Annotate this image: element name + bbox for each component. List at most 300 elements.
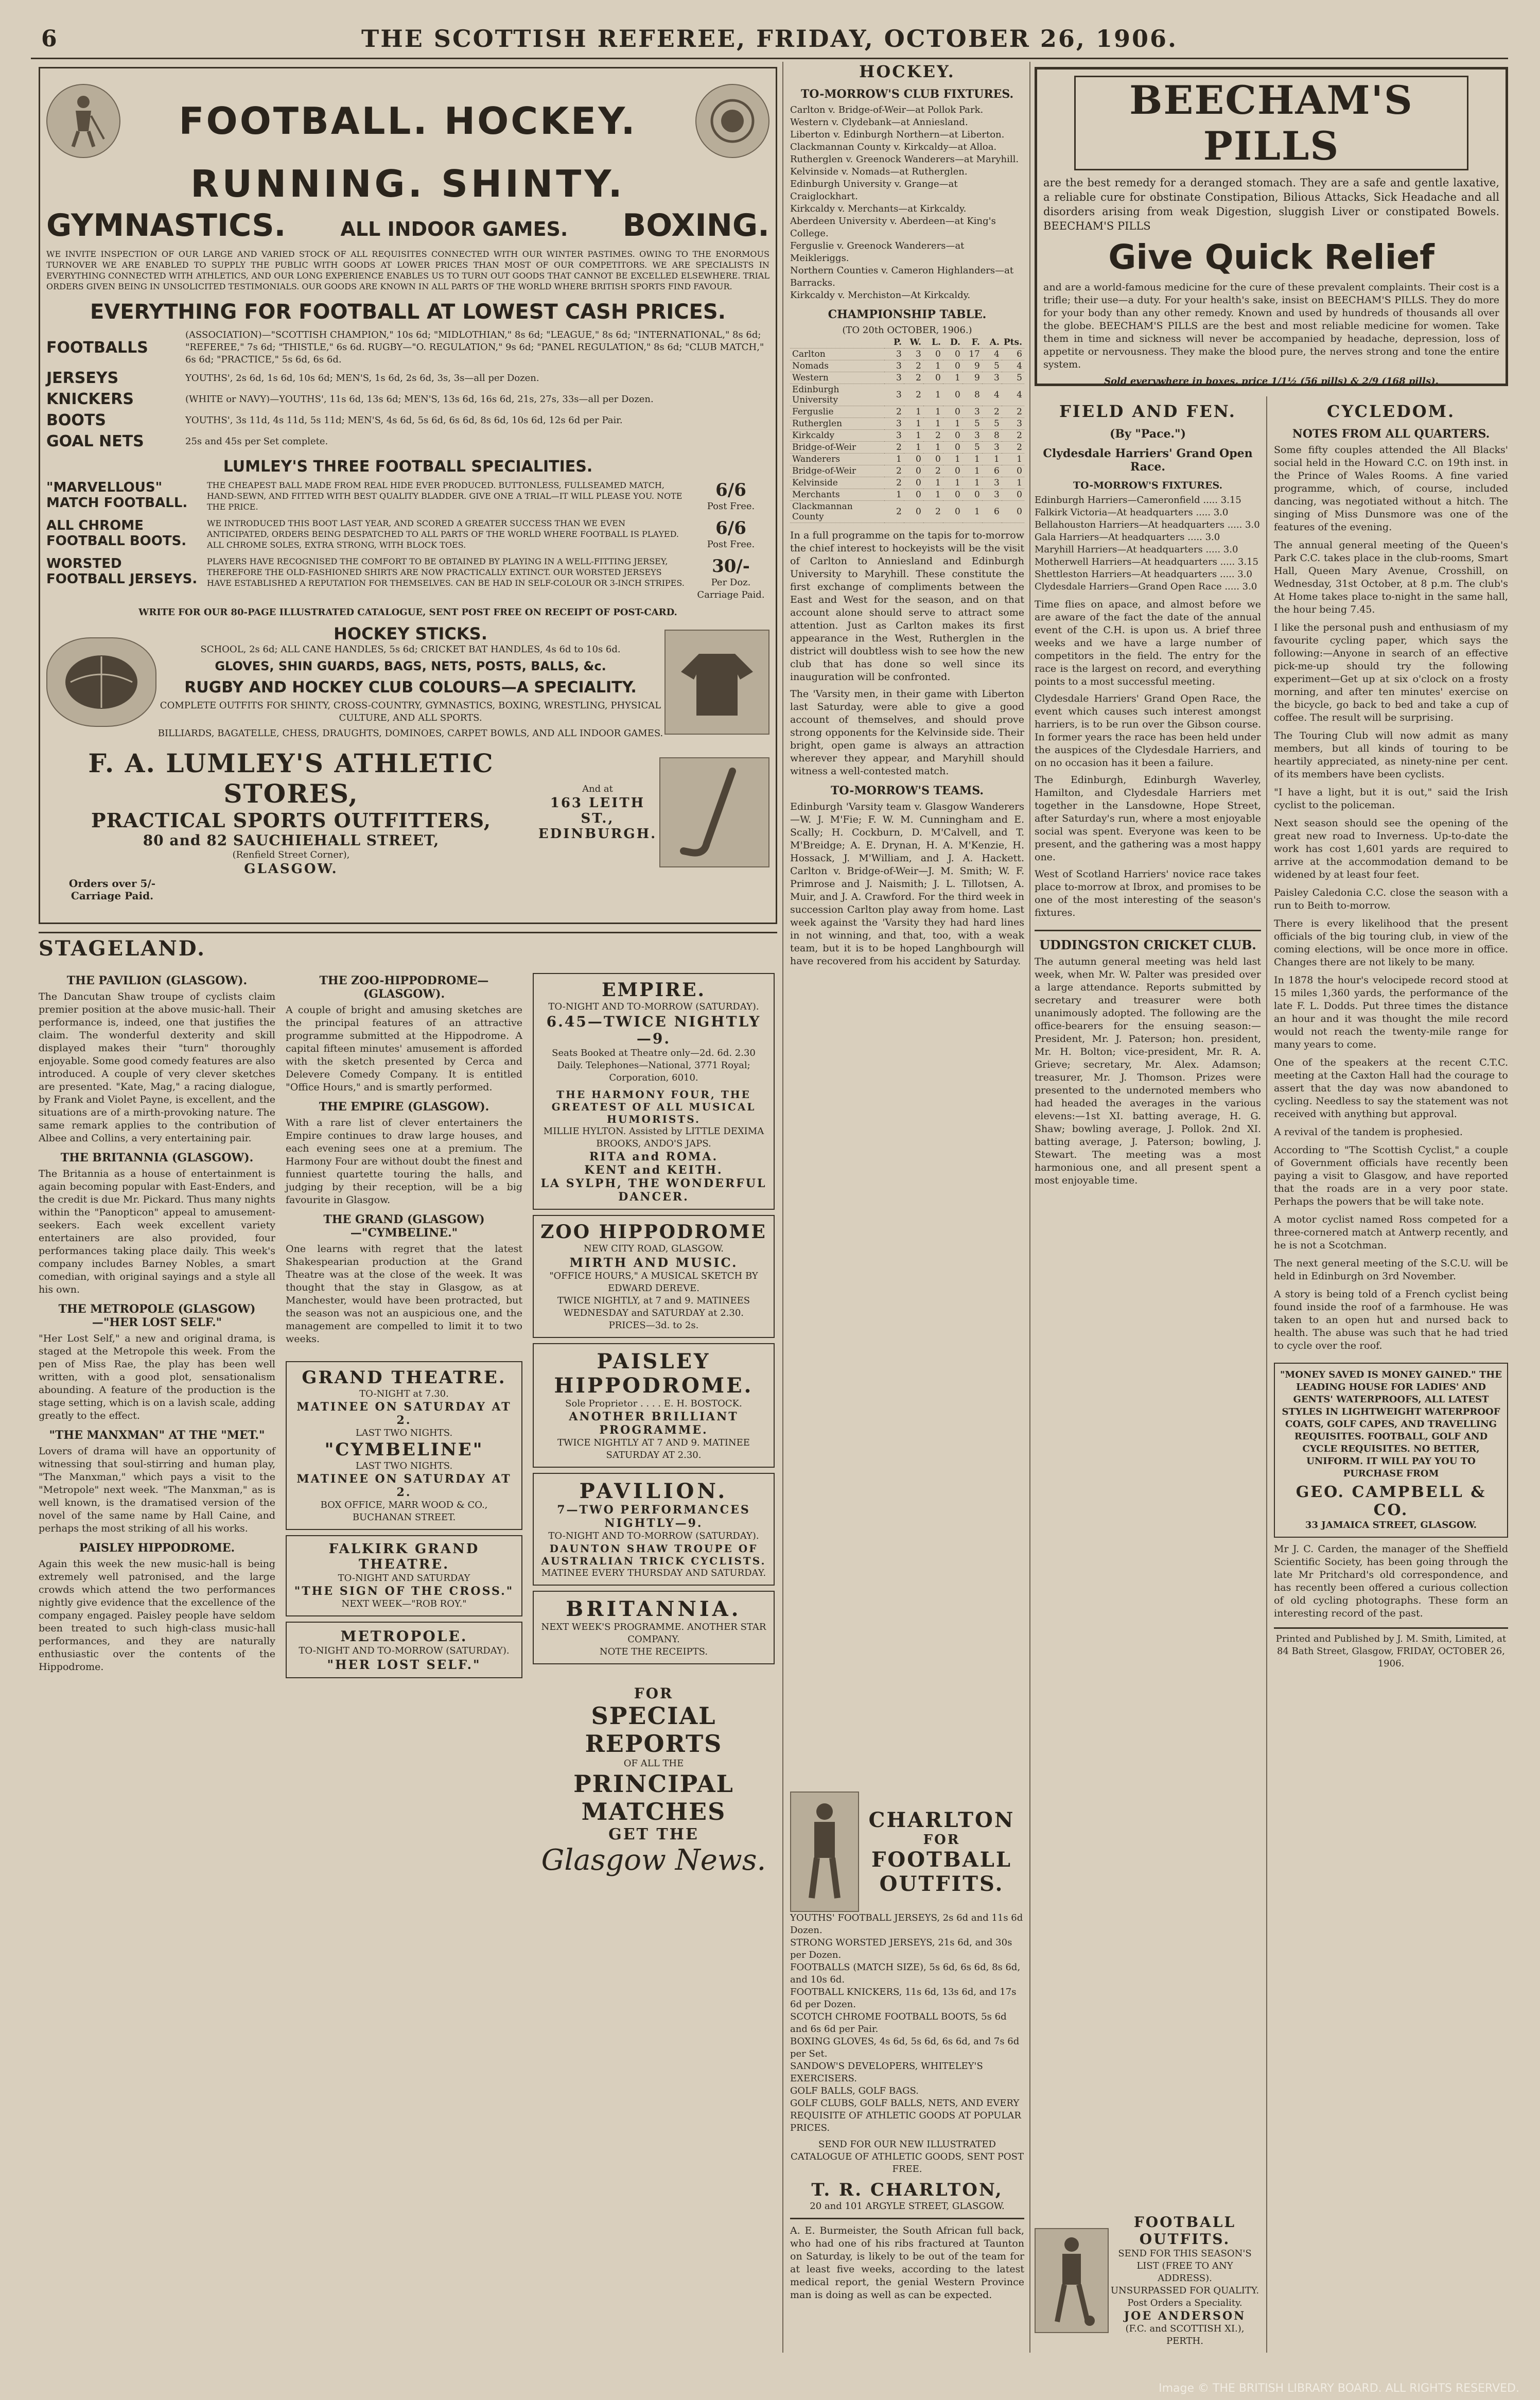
charlton-catalogue: SEND FOR OUR NEW ILLUSTRATED CATALOGUE OF ATHLETIC GOODS, SENT POST FREE. <box>791 2139 1024 2175</box>
section-rule <box>1274 1627 1508 1629</box>
grand-theatre-line-4: "CYMBELINE" <box>324 1439 484 1460</box>
list-item: Bellahouston Harriers—At headquarters ..... 3.0 <box>1035 519 1260 530</box>
cycledom-para-12: According to "The Scottish Cyclist," a couple of Government officials have recently been paying a visit to Glasgow, and have reported that the roads are in a very poor state. Perhaps the powers that be will take note. <box>1274 1144 1508 1207</box>
charlton-line-2: FOOTBALL <box>871 1847 1012 1872</box>
table-cell: Bridge-of-Weir <box>790 465 884 477</box>
charlton-title: CHARLTON <box>868 1807 1015 1832</box>
stageland-manxman-body: Lovers of drama will have an opportunity of witnessing that soul-stirring and human play, "The Manxman," which pays a visit to the "Metropole" next week. "The Manxman," as is well known, is the dramatised version of the novel of the same name by Hall Caine, and perhaps the most striking of all his works. <box>39 1446 275 1534</box>
table-cell: 0 <box>904 454 923 465</box>
table-cell: 1 <box>923 418 943 430</box>
campbell-name: GEO. CAMPBELL & CO. <box>1296 1483 1486 1519</box>
table-cell: Wanderers <box>790 454 884 465</box>
table-cell: 3 <box>1002 418 1024 430</box>
table-cell: 1 <box>1002 454 1024 465</box>
table-cell: 1 <box>904 418 923 430</box>
falkirk-theatre-title: FALKIRK GRAND THEATRE. <box>328 1541 480 1572</box>
stageland-section <box>39 932 777 961</box>
campbell-text: "MONEY SAVED IS MONEY GAINED." THE LEADING HOUSE FOR LADIES' AND GENTS' WATERPROOFS, ALL LATEST STYLES IN LIGHTWEIGHT WATERPROOF COATS, GOLF CAPES, AND TRAVELLING REQUISITES. FOOTBALL, GOLF AND CYCLE REQUISITES. NO BETTER, UNIFORM. IT WILL PAY YOU TO PURCHASE FROM <box>1280 1369 1502 1479</box>
price-text-jerseys: YOUTHS', 2s 6d, 1s 6d, 10s 6d; MEN'S, 1s 6d, 2s 6d, 3s, 3s—all per Dozen. <box>185 372 539 384</box>
cycledom-para-13: A motor cyclist named Ross competed for a three-cornered match at Antwerp recently, and he is not a Scotchman. <box>1274 1214 1508 1251</box>
table-cell: 2 <box>884 477 904 489</box>
table-cell: 0 <box>943 384 962 406</box>
stageland-pavilion-heading: THE PAVILION (GLASGOW). <box>66 974 248 987</box>
pavilion-line-2: TO-NIGHT AND TO-MORROW (SATURDAY). <box>548 1531 759 1541</box>
table-cell: 2 <box>884 406 904 418</box>
anderson-address: (F.C. and SCOTTISH XI.), PERTH. <box>1125 2323 1245 2346</box>
beechams-slogan: Give Quick Relief <box>1108 237 1434 277</box>
glasgow-news-line-3: OF ALL THE <box>623 1758 684 1769</box>
hockey-fixtures-heading: TO-MORROW'S CLUB FIXTURES. <box>800 88 1014 101</box>
zoo-hippodrome-line-2: MIRTH AND MUSIC. <box>569 1255 738 1270</box>
table-cell: 3 <box>884 372 904 384</box>
table-header-cell: A. <box>982 337 1002 349</box>
price-label-knickers: KNICKERS <box>46 390 134 408</box>
stageland-britannia-body: The Britannia as a house of entertainment is again becoming popular with East-Enders, and the credit is due Mr. Pickard. Thus many nights within the "Panopticon" appeal to amusement-seekers. Each week excellent variety entertainers are also provided, four performances taking place daily. This week's company includes Barney Nobles, a smart comedian, with original sayings and a style all his own. <box>39 1168 275 1295</box>
lumley-stores-name: F. A. LUMLEY'S ATHLETIC STORES, <box>88 748 494 809</box>
table-header-cell: L. <box>923 337 943 349</box>
table-cell: 0 <box>943 465 962 477</box>
table-cell: 1 <box>923 360 943 372</box>
metropole-title: METROPOLE. <box>340 1628 468 1645</box>
cycledom-para-8: There is every likelihood that the present officials of the big touring club, in view of the coming elections, will be once more in office. Changes there are not likely to be many. <box>1274 918 1508 968</box>
table-cell: 0 <box>962 489 982 501</box>
speciality-3-price: 30/- <box>712 556 750 577</box>
championship-table <box>790 337 1024 523</box>
metropole-line-1: TO-NIGHT AND TO-MORROW (SATURDAY). <box>299 1645 510 1656</box>
table-cell: 4 <box>1002 384 1024 406</box>
list-item: SANDOW'S DEVELOPERS, WHITELEY'S EXERCISERS. <box>790 2061 983 2084</box>
lumley-address-3: GLASGOW. <box>244 861 338 877</box>
column-divider <box>782 62 783 2353</box>
zoo-hippodrome-advert <box>533 1215 775 1338</box>
cycledom-para-15: A story is being told of a French cyclist being found inside the roof of a farmhouse. He was taken to an open hut and nursed back to health. The abuse was such that he had tried to cycle over the roof. <box>1274 1289 1508 1351</box>
lumley-branch-intro: And at <box>582 784 613 794</box>
hockey-section <box>790 62 1024 968</box>
table-cell: 2 <box>982 406 1002 418</box>
list-item: Carlton v. Bridge-of-Weir—at Pollok Park. <box>790 105 984 115</box>
falkirk-theatre-line-1: TO-NIGHT AND SATURDAY <box>338 1573 470 1584</box>
lumley-branch-city: EDINBURGH. <box>538 826 657 842</box>
stageland-metropole-heading: THE METROPOLE (GLASGOW)—"HER LOST SELF." <box>58 1302 256 1329</box>
table-cell: 4 <box>982 384 1002 406</box>
cycledom-para-1: Some fifty couples attended the All Blacks' social held in the Howard C.C. on 19th inst. in the Prince of Wales Rooms. A fine varied programme, which, of course, included dancing, was negotiated without a hitch. The singing of Miss Dunsmore was one of the features of the evening. <box>1274 444 1508 533</box>
table-row <box>790 360 1024 372</box>
table-cell: 3 <box>884 384 904 406</box>
hockey-sticks-prices: SCHOOL, 2s 6d; ALL CANE HANDLES, 5s 6d; CRICKET BAT HANDLES, 4s 6d to 10s 6d. <box>200 644 621 655</box>
cycledom-para-9: In 1878 the hour's velocipede record stood at 15 miles 1,360 yards, the performance of the late F. L. Dodds. Put three times the distance an hour and it was thought the mile record would not reach the twenty-mile range for many years to come. <box>1274 975 1508 1050</box>
table-header-cell: Pts. <box>1002 337 1024 349</box>
list-item: Edinburgh University v. Grange—at Craiglockhart. <box>790 179 958 202</box>
hockey-player-illustration-icon <box>46 84 120 158</box>
list-item: Kirkcaldy v. Merchiston—At Kirkcaldy. <box>790 290 971 301</box>
anderson-line-2: OUTFITS. <box>1139 2231 1231 2248</box>
hockey-teams-heading: TO-MORROW'S TEAMS. <box>830 784 984 797</box>
list-item: BOXING GLOVES, 4s 6d, 5s 6d, 6s 6d, and 7s 6d per Set. <box>790 2036 1020 2059</box>
beechams-body-2: and are a world-famous medicine for the cure of these prevalent complaints. Their cost is a trifle; their use—a duty. For your health's sake, insist on BEECHAM'S PILLS. They do more for your body than any other remedy. Known and used by hundreds of thousands all over the globe. BEECHAM'S PILLS are the best and most reliable medicine for women. Take them in time and sickness will never be accompanied by headache, depression, loss of appetite or nervousness. They make the blood pure, the nerves strong and tone the entire system. <box>1043 282 1499 370</box>
grand-theatre-line-2: MATINEE ON SATURDAY AT 2. <box>296 1400 512 1427</box>
table-cell: 5 <box>982 360 1002 372</box>
table-cell: 5 <box>962 442 982 454</box>
paisley-hippodrome-line-1: Sole Proprietor . . . . E. H. BOSTOCK. <box>565 1398 742 1409</box>
speciality-1-note: Post Free. <box>707 501 755 512</box>
metropole-advert <box>286 1622 522 1678</box>
glasgow-news-line-4: PRINCIPAL MATCHES <box>573 1770 734 1825</box>
list-item: FOOTBALL KNICKERS, 11s 6d, 13s 6d, and 17s 6d per Dozen. <box>790 1987 1017 2010</box>
table-row <box>790 465 1024 477</box>
table-cell: 4 <box>1002 360 1024 372</box>
cycledom-para-11: A revival of the tandem is prophesied. <box>1274 1126 1463 1138</box>
table-row <box>790 372 1024 384</box>
list-item: STRONG WORSTED JERSEYS, 21s 6d, and 30s per Dozen. <box>790 1937 1012 1960</box>
table-cell: 1 <box>884 454 904 465</box>
empire-title: EMPIRE. <box>601 979 706 1001</box>
table-cell: 1 <box>943 418 962 430</box>
table-header-cell: P. <box>884 337 904 349</box>
speciality-1-price: 6/6 <box>715 480 746 500</box>
list-item: YOUTHS' FOOTBALL JERSEYS, 2s 6d and 11s 6d Dozen. <box>790 1912 1023 1936</box>
table-cell: 2 <box>923 430 943 442</box>
lumley-everything-heading: EVERYTHING FOR FOOTBALL AT LOWEST CASH PRICES. <box>90 300 726 324</box>
lumley-advert <box>39 67 777 924</box>
stageland-manxman-heading: "THE MANXMAN" AT THE "MET." <box>49 1429 265 1442</box>
table-cell: 3 <box>884 430 904 442</box>
table-cell: 2 <box>904 360 923 372</box>
table-header-cell <box>790 337 884 349</box>
grand-theatre-line-5: LAST TWO NIGHTS. <box>355 1460 453 1471</box>
cycledom-para-4: The Touring Club will now admit as many members, but all kinds of touring to be heartily appreciated, as ninety-nine per cent. of its members have been cyclists. <box>1274 730 1508 780</box>
table-cell: Bridge-of-Weir <box>790 442 884 454</box>
stageland-zoo-heading: THE ZOO-HIPPODROME—(GLASGOW). <box>319 974 489 1001</box>
stageland-britannia-heading: THE BRITANNIA (GLASGOW). <box>60 1151 254 1164</box>
table-cell: 2 <box>884 442 904 454</box>
field-and-fen-body-1: Time flies on apace, and almost before we are aware of the fact the date of the annual event of the C.H. is upon us. A brief three weeks and we have a large number of competitors in the field. The entry for the race is the largest on record, and everything points to a most successful meeting. <box>1035 599 1261 687</box>
pavilion-line-4: MATINEE EVERY THURSDAY AND SATURDAY. <box>541 1568 766 1578</box>
beechams-body-1: are the best remedy for a deranged stomach. They are a safe and gentle laxative, a reliable cure for obstinate Constipation, Bilious Attacks, Sick Headache and all disorders arising from weak Digestion, sluggish Liver or constipated Bowels. BEECHAM'S PILLS <box>1043 177 1499 232</box>
falkirk-theatre-line-2: "THE SIGN OF THE CROSS." <box>294 1585 514 1598</box>
table-cell: 1 <box>962 477 982 489</box>
anderson-line-4: UNSURPASSED FOR QUALITY. <box>1110 2285 1259 2296</box>
metropole-line-2: "HER LOST SELF." <box>327 1657 481 1672</box>
table-cell: 0 <box>943 430 962 442</box>
table-row <box>790 489 1024 501</box>
cycledom-para-5: "I have a light, but it is out," said the Irish cyclist to the policeman. <box>1274 787 1508 811</box>
britannia-advert <box>533 1591 775 1664</box>
grand-theatre-title: GRAND THEATRE. <box>302 1367 506 1388</box>
field-and-fen-fixtures-list <box>1035 494 1261 593</box>
pavilion-title: PAVILION. <box>579 1479 728 1503</box>
speciality-3-name: WORSTED FOOTBALL JERSEYS. <box>46 556 198 587</box>
speciality-2-name: ALL CHROME FOOTBALL BOOTS. <box>46 518 187 549</box>
table-cell: 1 <box>1002 477 1024 489</box>
table-cell: 0 <box>943 349 962 360</box>
lumley-address-2: (Renfield Street Corner), <box>232 849 350 860</box>
table-cell: 6 <box>982 501 1002 523</box>
table-cell: 0 <box>923 372 943 384</box>
table-cell: 2 <box>923 465 943 477</box>
table-cell: 0 <box>943 406 962 418</box>
price-label-boots: BOOTS <box>46 411 106 429</box>
zoo-hippodrome-line-4: TWICE NIGHTLY, at 7 and 9. MATINEES WEDNESDAY and SATURDAY at 2.30. <box>557 1295 750 1318</box>
lumley-outfitters: PRACTICAL SPORTS OUTFITTERS, <box>91 809 491 832</box>
zoo-hippodrome-line-5: PRICES—3d. to 2s. <box>608 1320 699 1331</box>
table-row <box>790 406 1024 418</box>
table-cell: 1 <box>904 406 923 418</box>
cycledom-para-16: Mr J. C. Carden, the manager of the Sheffield Scientific Society, has been going through the late Mr Pritchard's old correspondence, and has recently been offered a curious collection of old cycling photographs. These form an interesting record of the past. <box>1274 1543 1508 1619</box>
cycledom-para-6: Next season should see the opening of the great new road to Inverness. Up-to-date the work has cost 1,601 yards are required to arrive at the accommodation demand to be widened by at least four feet. <box>1274 818 1508 880</box>
charlton-line-1: FOR <box>923 1832 960 1848</box>
hockey-stick-illustration-icon <box>659 757 769 867</box>
table-cell: 3 <box>884 418 904 430</box>
table-cell: Kirkcaldy <box>790 430 884 442</box>
empire-line-6: RITA and ROMA. <box>589 1150 719 1163</box>
empire-line-7: KENT and KEITH. <box>584 1163 723 1177</box>
anderson-line-1: FOOTBALL <box>1133 2214 1236 2231</box>
field-and-fen-body-4: West of Scotland Harriers' novice race takes place to-morrow at Ibrox, and promises to be one of the most interesting of the season's fixtures. <box>1035 868 1261 918</box>
lumley-branch-street: 163 LEITH ST., <box>550 795 645 826</box>
anderson-line-5: Post Orders a Speciality. <box>1127 2298 1242 2308</box>
lumley-specialities-heading: LUMLEY'S THREE FOOTBALL SPECIALITIES. <box>223 458 593 476</box>
hockey-sticks-heading: HOCKEY STICKS. <box>334 624 487 644</box>
stageland-pavilion-body: The Dancutan Shaw troupe of cyclists claim premier position at the above music-hall. Their performance is, indeed, one that justifies the claim. The wonderful dexterity and skill displayed makes their "turn" thoroughly enjoyable. Some good comedy features are also introduced. A couple of very clever sketches are presented. "Kate, Mag," a racing dialogue, by Frank and Violet Payne, is excellent, and the situations are of a mirth-provoking nature. The same remark applies to the contribution of Albee and Collins, a very entertaining pair. <box>39 991 275 1144</box>
table-cell: 0 <box>904 465 923 477</box>
table-cell: 9 <box>962 360 982 372</box>
paisley-hippodrome-advert <box>533 1343 775 1468</box>
beechams-title: BEECHAM'S PILLS <box>1074 76 1468 170</box>
list-item: Kirkcaldy v. Merchants—at Kirkcaldy. <box>790 203 967 214</box>
hockey-fixtures-list <box>790 104 1024 302</box>
table-cell: Rutherglen <box>790 418 884 430</box>
table-cell: 3 <box>962 430 982 442</box>
glasgow-news-line-6: Glasgow News. <box>541 1844 766 1877</box>
table-cell: 3 <box>982 489 1002 501</box>
section-rule <box>1035 930 1261 931</box>
table-cell: 1 <box>982 454 1002 465</box>
imprint: Printed and Published by J. M. Smith, Limited, at 84 Bath Street, Glasgow, FRIDAY, OCTOBER 26, 1906. <box>1275 1633 1507 1669</box>
stageland-paisley-body: Again this week the new music-hall is being extremely well patronised, and the large crowds which attend the two performances nightly give evidence that the excellence of the company engaged. Paisley people have seldom been treated to such high-class music-hall performances, and they are naturally enthusiastic over the contents of the Hippodrome. <box>39 1558 275 1673</box>
table-cell: 1 <box>923 406 943 418</box>
table-cell: Western <box>790 372 884 384</box>
table-cell: 0 <box>923 454 943 465</box>
charlton-name: T. R. CHARLTON, <box>811 2180 1003 2200</box>
stageland-metropole-body: "Her Lost Self," a new and original drama, is staged at the Metropole this week. From the pen of Miss Rae, the play has been well written, with a good plot, sensationalism abounding. A feature of the production is the stage setting, which is on a lavish scale, adding greatly to the effect. <box>39 1333 275 1421</box>
stageland-title: STAGELAND. <box>39 936 206 961</box>
table-cell: 9 <box>962 372 982 384</box>
masthead-rule <box>31 58 1508 59</box>
football-illustration-icon <box>46 637 156 727</box>
hockey-body-2: The 'Varsity men, in their game with Liberton last Saturday, were able to give a good account of themselves, and should prove strong opponents for the Kelvinside side. Their bright, open game is always an attraction wherever they appear, and Maryhill should witness a well-contested match. <box>790 688 1024 777</box>
section-rule <box>39 932 777 933</box>
speciality-1-text: THE CHEAPEST BALL MADE FROM REAL HIDE EVER PRODUCED. BUTTONLESS, FULLSEAMED MATCH, HAND-SEWN, AND FITTED WITH BEST QUALITY BLADDER. GIVE ONE A TRIAL—IT WILL PLEASE YOU. NOTE THE PRICE. <box>207 480 682 512</box>
charlton-price-list <box>790 1912 1024 2134</box>
table-cell: 1 <box>904 442 923 454</box>
page-title: THE SCOTTISH REFEREE, FRIDAY, OCTOBER 26, 1906. <box>361 25 1178 53</box>
hockey-teams-body: Edinburgh 'Varsity team v. Glasgow Wanderers—W. J. M'Fie; F. W. M. Cunningham and E. Scally; H. Cockburn, D. M'Calvell, and T. M'Breidge; A. E. Drynan, H. A. M'Kenzie, H. Hossack, J. M'William, and J. A. Hackett. Carlton v. Bridge-of-Weir—J. M. Smith; W. F. Primrose and J. Naismith; J. L. Tillotsen, A. Muir, and J. A. Crawford. For the third week in succession Carlton play away from home. Last week against the 'Varsity they had hard lines in not winning, and that, too, with a weak team, but it is to be hoped Langhbourgh will have recovered from his accident by Saturday. <box>790 801 1024 967</box>
grand-theatre-line-3: LAST TWO NIGHTS. <box>355 1428 453 1438</box>
list-item: Maryhill Harriers—At headquarters ..... 3.0 <box>1035 544 1238 555</box>
rugby-colours-line: RUGBY AND HOCKEY CLUB COLOURS—A SPECIALITY. <box>184 679 637 697</box>
column-divider <box>1266 396 1267 2353</box>
footballer-illustration-icon <box>790 1792 859 1912</box>
table-cell: 8 <box>982 430 1002 442</box>
falkirk-theatre-advert <box>286 1535 522 1616</box>
section-rule <box>790 2218 1024 2219</box>
list-item: Shettleston Harriers—At headquarters ..... 3.0 <box>1035 569 1252 580</box>
beechams-advert <box>1035 67 1508 386</box>
speciality-2-note: Post Free. <box>707 539 755 550</box>
lumley-invite-text: WE INVITE INSPECTION OF OUR LARGE AND VARIED STOCK OF ALL REQUISITES CONNECTED WITH OUR WINTER PASTIMES. OWING TO THE ENORMOUS TURNOVER WE ARE ENABLED TO SUPPLY THE PUBLIC WITH GOODS AT LOWER PRICES THAN MOST OF OUR COMPETITORS. WE ARE SPECIALISTS IN EVERYTHING CONNECTED WITH ATHLETICS, AND OUR LONG EXPERIENCE ENABLES US TO TURN OUT GOODS THAT CANNOT BE EXCELLED ELSEWHERE. TRIAL ORDERS GIVEN BEING IN UNSOLICITED TESTIMONIALS. OUR GOODS ARE KNOWN IN ALL PARTS OF THE WORLD WHERE BRITISH SPORTS FIND FAVOUR. <box>46 249 769 291</box>
table-cell: Kelvinside <box>790 477 884 489</box>
lumley-headline-1: FOOTBALL. HOCKEY. <box>179 99 637 143</box>
cycledom-para-10: One of the speakers at the recent C.T.C. meeting at the Caxton Hall had the courage to assert that the day was now abandoned to cycling. Needless to say the statement was not received with anything but approval. <box>1274 1057 1508 1120</box>
list-item: Falkirk Victoria—At headquarters ..... 3.0 <box>1035 507 1229 518</box>
table-cell: 2 <box>884 465 904 477</box>
table-row <box>790 430 1024 442</box>
list-item: Aberdeen University v. Aberdeen—at King's College. <box>790 216 996 239</box>
table-cell: 1 <box>923 442 943 454</box>
table-header-row <box>790 337 1024 349</box>
paisley-hippodrome-line-3: TWICE NIGHTLY AT 7 AND 9. MATINEE SATURDAY AT 2.30. <box>557 1437 750 1460</box>
football-crest-icon <box>695 84 769 158</box>
table-cell: 0 <box>1002 501 1024 523</box>
price-text-knickers: (WHITE or NAVY)—YOUTHS', 11s 6d, 13s 6d; MEN'S, 13s 6d, 16s 6d, 21s, 27s, 33s—all per Dozen. <box>185 393 654 405</box>
table-cell: Ferguslie <box>790 406 884 418</box>
speciality-2-price: 6/6 <box>715 518 746 538</box>
empire-line-4: THE HARMONY FOUR, THE GREATEST OF ALL MUSICAL HUMORISTS. <box>551 1088 756 1125</box>
outfits-line: COMPLETE OUTFITS FOR SHINTY, CROSS-COUNTRY, GYMNASTICS, BOXING, WRESTLING, PHYSICAL CULTURE, AND ALL SPORTS. <box>160 700 661 723</box>
lumley-headline-indoor: ALL INDOOR GAMES. <box>340 218 568 240</box>
list-item: FOOTBALLS (MATCH SIZE), 5s 6d, 6s 6d, 8s 6d, and 10s 6d. <box>790 1962 1021 1985</box>
burmeister-note: A. E. Burmeister, the South African full back, who had one of his ribs fractured at Taunton on Saturday, is likely to be out of the team for at least five weeks, according to the latest medical report, the genial Western Province man is doing as well as can be expected. <box>790 2225 1024 2301</box>
table-cell: 2 <box>884 501 904 523</box>
grand-theatre-advert <box>286 1361 522 1530</box>
stageland-column-1 <box>39 968 275 1674</box>
pavilion-line-3: DAUNTON SHAW TROUPE OF AUSTRALIAN TRICK CYCLISTS. <box>541 1542 766 1567</box>
table-cell: 0 <box>923 349 943 360</box>
hockey-table-heading: CHAMPIONSHIP TABLE. <box>828 308 987 321</box>
table-cell: 6 <box>1002 349 1024 360</box>
table-cell: Clackmannan County <box>790 501 884 523</box>
image-credit: Image © THE BRITISH LIBRARY BOARD. ALL RIGHTS RESERVED. <box>1159 2382 1519 2395</box>
player-illustration-icon <box>1035 2228 1109 2333</box>
charlton-line-3: OUTFITS. <box>879 1871 1004 1896</box>
charlton-address: 20 and 101 ARGYLE STREET, GLASGOW. <box>810 2201 1005 2212</box>
gloves-line: GLOVES, SHIN GUARDS, BAGS, NETS, POSTS, BALLS, &c. <box>215 659 606 673</box>
table-header-cell: D. <box>943 337 962 349</box>
table-cell: 0 <box>904 477 923 489</box>
charlton-advert <box>790 1792 1024 2302</box>
list-item: SCOTCH CHROME FOOTBALL BOOTS, 5s 6d and 6s 6d per Pair. <box>790 2011 1007 2034</box>
table-cell: 1 <box>884 489 904 501</box>
column-divider <box>1029 62 1030 2353</box>
anderson-advert <box>1035 2214 1261 2347</box>
glasgow-news-line-1: FOR <box>634 1685 674 1702</box>
lumley-carriage-note: Orders over 5/- Carriage Paid. <box>68 877 156 902</box>
paisley-hippodrome-title: PAISLEY HIPPODROME. <box>554 1349 754 1398</box>
field-and-fen-body-3: The Edinburgh, Edinburgh Waverley, Hamilton, and Clydesdale Harriers met together in the Lansdowne, Hope Street, after Saturday's run, where a most enjoyable social was spent. Everyone was keen to be present, and the gathering was a most happy one. <box>1035 774 1261 863</box>
lumley-headline-boxing: BOXING. <box>622 207 769 244</box>
speciality-1-name: "MARVELLOUS" MATCH FOOTBALL. <box>46 480 188 511</box>
table-cell: 3 <box>982 477 1002 489</box>
list-item: GOLF BALLS, GOLF BAGS. <box>790 2085 919 2096</box>
lumley-price-list <box>46 329 769 450</box>
pavilion-advert <box>533 1473 775 1586</box>
table-cell: 17 <box>962 349 982 360</box>
cycledom-subheading: NOTES FROM ALL QUARTERS. <box>1292 427 1490 441</box>
hockey-title: HOCKEY. <box>859 62 955 81</box>
stageland-empire-heading: THE EMPIRE (GLASGOW). <box>319 1100 489 1114</box>
pavilion-line-1: 7—TWO PERFORMANCES NIGHTLY—9. <box>557 1503 750 1530</box>
glasgow-news-advert <box>533 1685 775 1877</box>
empire-advert <box>533 973 775 1210</box>
field-and-fen-fixtures-heading: TO-MORROW'S FIXTURES. <box>1073 480 1223 491</box>
table-row <box>790 501 1024 523</box>
cycledom-para-3: I like the personal push and enthusiasm of my favourite cycling paper, which says the following:—Anyone in search of an effective pick-me-up should try the following experiment—Get up at six o'clock on a frosty morning, and after ten minutes' exercise on the bicycle, go back to bed and take a cup of coffee. The result will be surprising. <box>1274 622 1508 723</box>
table-cell: 2 <box>1002 442 1024 454</box>
table-cell: 1 <box>962 501 982 523</box>
table-cell: 6 <box>982 465 1002 477</box>
table-cell: 1 <box>923 489 943 501</box>
table-row <box>790 442 1024 454</box>
table-cell: 0 <box>943 489 962 501</box>
grand-theatre-line-1: TO-NIGHT at 7.30. <box>359 1388 449 1399</box>
price-label-jerseys: JERSEYS <box>46 369 119 387</box>
price-text-footballs: (ASSOCIATION)—"SCOTTISH CHAMPION," 10s 6d; "MIDLOTHIAN," 8s 6d; "LEAGUE," 8s 6d; "INTERNATIONAL," 8s 6d; "REFEREE," 7s 6d; "THISTLE," 6s 6d. RUGBY—"O. REGULATION," 9s 6d; "PANEL REGULATION," 8s 6d; "CLUB MATCH," 6s 6d; "PRACTICE," 5s 6d, 6s 6d. <box>185 329 764 365</box>
list-item: Gala Harriers—At headquarters ..... 3.0 <box>1035 532 1220 543</box>
table-cell: 1 <box>962 454 982 465</box>
table-cell: 1 <box>943 372 962 384</box>
britannia-title: BRITANNIA. <box>566 1597 742 1621</box>
table-cell: 2 <box>923 501 943 523</box>
grand-theatre-line-6: MATINEE ON SATURDAY AT 2. <box>296 1472 512 1499</box>
cycledom-title: CYCLEDOM. <box>1326 402 1456 421</box>
table-cell: 0 <box>1002 465 1024 477</box>
stageland-zoo-body: A couple of bright and amusing sketches are the principal features of an attractive programme submitted at the Hippodrome. A capital fifteen minutes' amusement is afforded with the sketch presented by Cerca and Delevere Comedy Company. It is entitled "Office Hours," and is smartly performed. <box>286 1004 522 1093</box>
beechams-footer: Sold everywhere in boxes, price 1/1½ (56 pills) & 2/9 (168 pills). <box>1104 376 1439 387</box>
hockey-body-1: In a full programme on the tapis for to-morrow the chief interest to hockeyists will be the visit of Carlton to Anniesland and Edinburgh University to Maryhill. These constitute the first exchange of compliments between the East and West for the season, and on that account alone should serve to attract some attention. Just as Carlton makes its first appearance in the West, Rutherglen in the district will doubtless wish to see how the new club that has done so well since its inauguration will be confronted. <box>790 530 1024 683</box>
table-cell: 1 <box>923 384 943 406</box>
price-text-goalnets: 25s and 45s per Set complete. <box>185 436 328 447</box>
stageland-column-2 <box>286 968 522 1683</box>
britannia-line-1: NEXT WEEK'S PROGRAMME. ANOTHER STAR COMPANY. <box>541 1622 766 1645</box>
lumley-catalogue-line: WRITE FOR OUR 80-PAGE ILLUSTRATED CATALOGUE, SENT POST FREE ON RECEIPT OF POST-CARD. <box>138 607 677 618</box>
lumley-address-1: 80 and 82 SAUCHIEHALL STREET, <box>143 832 440 849</box>
lumley-headline-gymnastics: GYMNASTICS. <box>46 207 286 244</box>
field-and-fen-title: FIELD AND FEN. <box>1059 402 1236 421</box>
anderson-name: JOE ANDERSON <box>1124 2309 1246 2323</box>
field-and-fen-byline: (By "Pace.") <box>1109 427 1186 441</box>
cycledom-section <box>1274 396 1508 1670</box>
list-item: Clackmannan County v. Kirkcaldy—at Alloa. <box>790 142 997 152</box>
table-cell: Nomads <box>790 360 884 372</box>
price-text-boots: YOUTHS', 3s 11d, 4s 11d, 5s 11d; MEN'S, 4s 6d, 5s 6d, 6s 6d, 8s 6d, 10s 6d, 12s 6d per Pair. <box>185 414 623 426</box>
table-cell: Merchants <box>790 489 884 501</box>
table-cell: 0 <box>904 501 923 523</box>
list-item: Kelvinside v. Nomads—at Rutherglen. <box>790 166 968 177</box>
cycledom-para-14: The next general meeting of the S.C.U. will be held in Edinburgh on 3rd November. <box>1274 1258 1508 1282</box>
table-cell: 3 <box>982 442 1002 454</box>
stageland-empire-body: With a rare list of clever entertainers the Empire continues to draw large houses, and each evening sees one at a premium. The Harmony Four are without doubt the finest and funniest quartette touring the halls, and judging by their reception, will be a big favourite in Glasgow. <box>286 1117 522 1206</box>
glasgow-news-line-5: GET THE <box>608 1825 699 1844</box>
price-label-goalnets: GOAL NETS <box>46 432 144 450</box>
masthead <box>31 21 1508 57</box>
table-cell: 0 <box>943 501 962 523</box>
page-number: 6 <box>41 26 57 52</box>
table-row <box>790 384 1024 406</box>
stageland-paisley-heading: PAISLEY HIPPODROME. <box>79 1541 235 1555</box>
anderson-line-3: SEND FOR THIS SEASON'S LIST (FREE TO ANY ADDRESS). <box>1118 2248 1252 2284</box>
table-cell: 0 <box>904 489 923 501</box>
empire-line-1: TO-NIGHT AND TO-MORROW (SATURDAY). <box>548 1001 759 1012</box>
